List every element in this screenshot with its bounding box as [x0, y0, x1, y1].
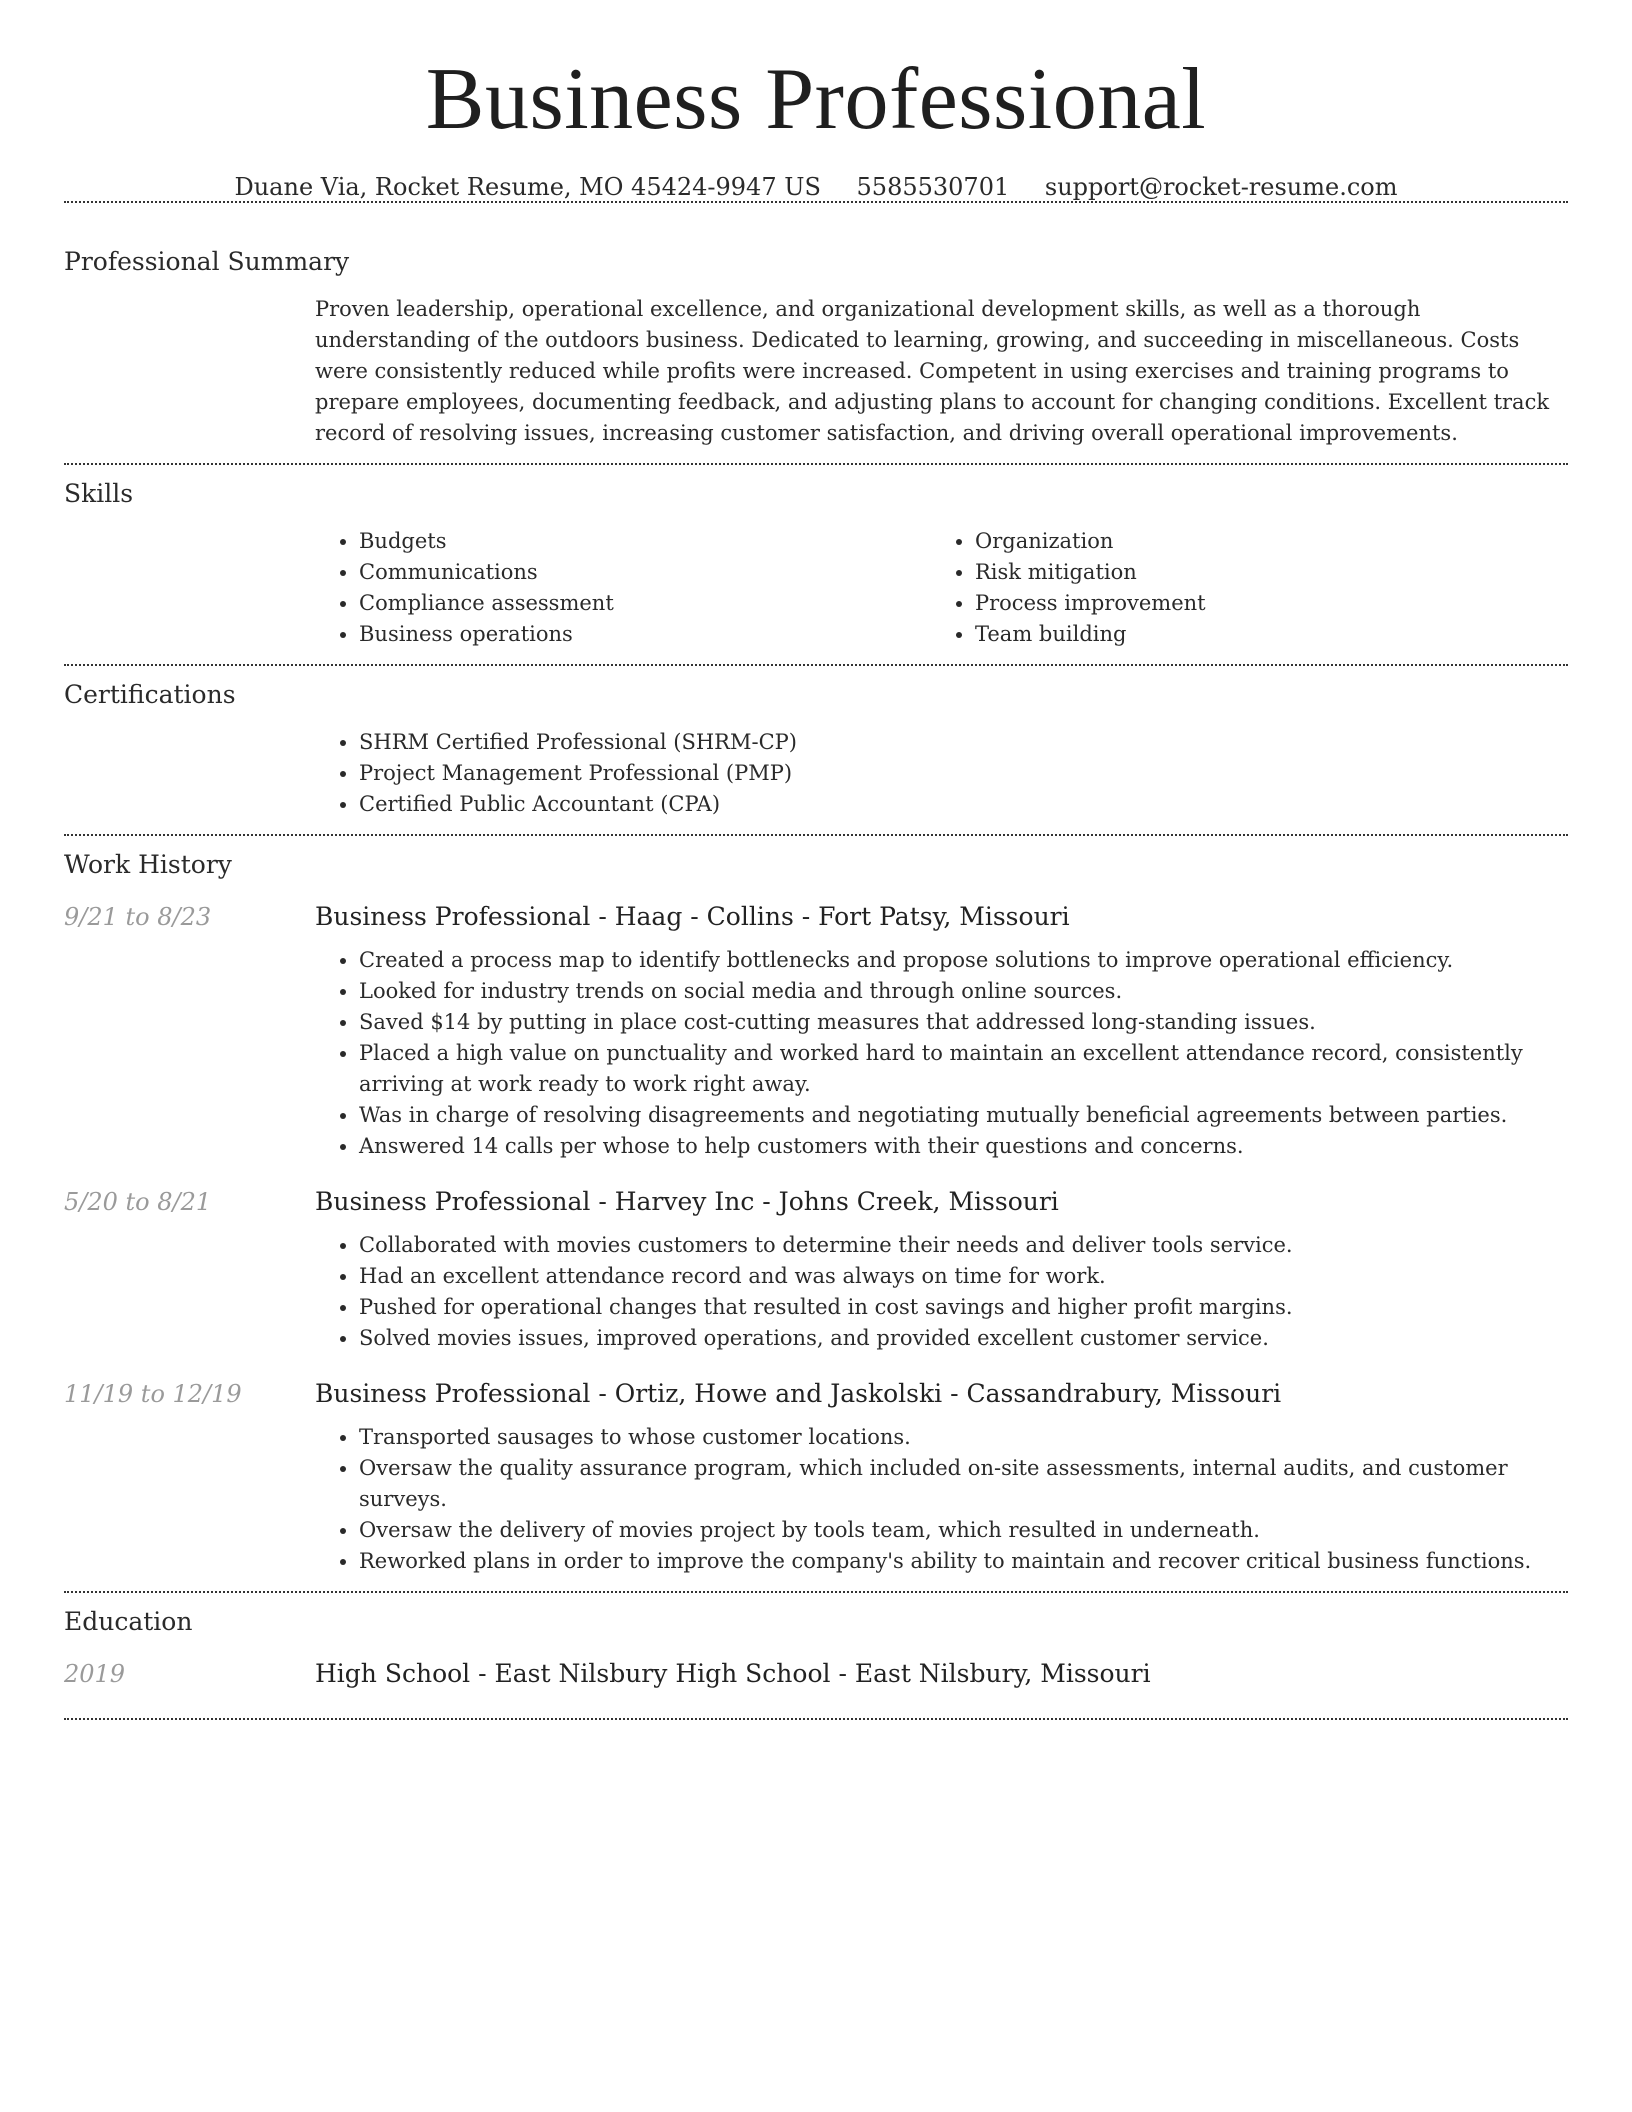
job-title: Business Professional - Haag - Collins - Fort Patsy, Missouri	[315, 901, 1070, 931]
section-divider	[64, 1718, 1568, 1720]
skills-section	[64, 465, 1568, 664]
job-bullet: • Looked for industry trends on social media and through online sources.	[359, 976, 1568, 1007]
skill-item: • Budgets	[359, 526, 931, 557]
job-bullet: • Had an excellent attendance record and was always on time for work.	[359, 1261, 1568, 1292]
certifications-heading: Certifications	[64, 679, 236, 709]
job-bullet: • Collaborated with movies customers to determine their needs and deliver tools service.	[359, 1230, 1568, 1261]
skill-item: • Communications	[359, 557, 931, 588]
job-entry	[64, 1184, 1568, 1354]
job-bullet: • Answered 14 calls per whose to help customers with their questions and concerns.	[359, 1131, 1568, 1162]
job-dates: 5/20 to 8/21	[64, 1187, 212, 1216]
job-bullet-list	[315, 1230, 1568, 1354]
contact-address: Duane Via, Rocket Resume, MO 45424-9947 US	[234, 172, 821, 201]
education-year: 2019	[64, 1659, 126, 1688]
work-history-heading: Work History	[64, 849, 232, 879]
job-bullet: • Pushed for operational changes that resulted in cost savings and higher profit margins.	[359, 1292, 1568, 1323]
job-dates: 9/21 to 8/23	[64, 902, 212, 931]
job-title: Business Professional - Harvey Inc - Johns Creek, Missouri	[315, 1186, 1059, 1216]
skill-item: • Organization	[975, 526, 1568, 557]
contact-info	[0, 173, 1632, 201]
job-entry	[64, 899, 1568, 1162]
summary-heading: Professional Summary	[64, 246, 350, 276]
work-history-section	[64, 836, 1568, 1591]
certification-item: • SHRM Certified Professional (SHRM-CP)	[359, 727, 1568, 758]
job-bullet-list	[315, 945, 1568, 1162]
certifications-list	[315, 727, 1568, 834]
education-heading: Education	[64, 1606, 193, 1636]
job-bullet: • Placed a high value on punctuality and worked hard to maintain an excellent attendance record, consistently arriving at work ready to work right away.	[359, 1038, 1568, 1100]
certifications-section	[64, 666, 1568, 834]
resume-body	[64, 201, 1568, 1720]
contact-email: support@rocket-resume.com	[1044, 172, 1398, 201]
job-bullet: • Was in charge of resolving disagreements and negotiating mutually beneficial agreements between parties.	[359, 1100, 1568, 1131]
resume-name: Business Professional	[425, 51, 1207, 148]
job-bullet: • Oversaw the quality assurance program, which included on-site assessments, internal audits, and customer surveys.	[359, 1453, 1568, 1515]
skill-item: • Risk mitigation	[975, 557, 1568, 588]
education-entry	[64, 1656, 1568, 1718]
job-bullet: • Saved $14 by putting in place cost-cutting measures that addressed long-standing issues.	[359, 1007, 1568, 1038]
skills-list	[315, 526, 1568, 664]
certification-item: • Project Management Professional (PMP)	[359, 758, 1568, 789]
skills-column-left	[315, 526, 931, 650]
summary-section	[64, 203, 1568, 463]
contact-phone: 5585530701	[856, 172, 1010, 201]
job-dates: 11/19 to 12/19	[64, 1379, 242, 1408]
job-bullet: • Transported sausages to whose customer locations.	[359, 1422, 1568, 1453]
job-bullet-list	[315, 1422, 1568, 1577]
education-section	[64, 1593, 1568, 1718]
summary-text: Proven leadership, operational excellence, and organizational development skills, as well as a thorough understanding of the outdoors business. Dedicated to learning, growing, and succeeding in miscellaneous. Costs were consistently reduced while profits were increased. Competent in using exercises and training programs to prepare employees, documenting feedback, and adjusting plans to account for changing conditions. Excellent track record of resolving issues, increasing customer satisfaction, and driving overall operational improvements.	[315, 296, 1550, 445]
certification-item: • Certified Public Accountant (CPA)	[359, 789, 1568, 820]
skill-item: • Business operations	[359, 619, 931, 650]
job-bullet: • Reworked plans in order to improve the company's ability to maintain and recover critical business functions.	[359, 1546, 1568, 1577]
skill-item: • Compliance assessment	[359, 588, 931, 619]
skill-item: • Team building	[975, 619, 1568, 650]
skills-column-right	[931, 526, 1568, 650]
job-bullet: • Created a process map to identify bottlenecks and propose solutions to improve operational efficiency.	[359, 945, 1568, 976]
education-title: High School - East Nilsbury High School - East Nilsbury, Missouri	[315, 1658, 1151, 1688]
job-entry	[64, 1376, 1568, 1577]
job-title: Business Professional - Ortiz, Howe and Jaskolski - Cassandrabury, Missouri	[315, 1378, 1282, 1408]
skill-item: • Process improvement	[975, 588, 1568, 619]
job-bullet: • Solved movies issues, improved operations, and provided excellent customer service.	[359, 1323, 1568, 1354]
skills-heading: Skills	[64, 478, 134, 508]
job-bullet: • Oversaw the delivery of movies project by tools team, which resulted in underneath.	[359, 1515, 1568, 1546]
